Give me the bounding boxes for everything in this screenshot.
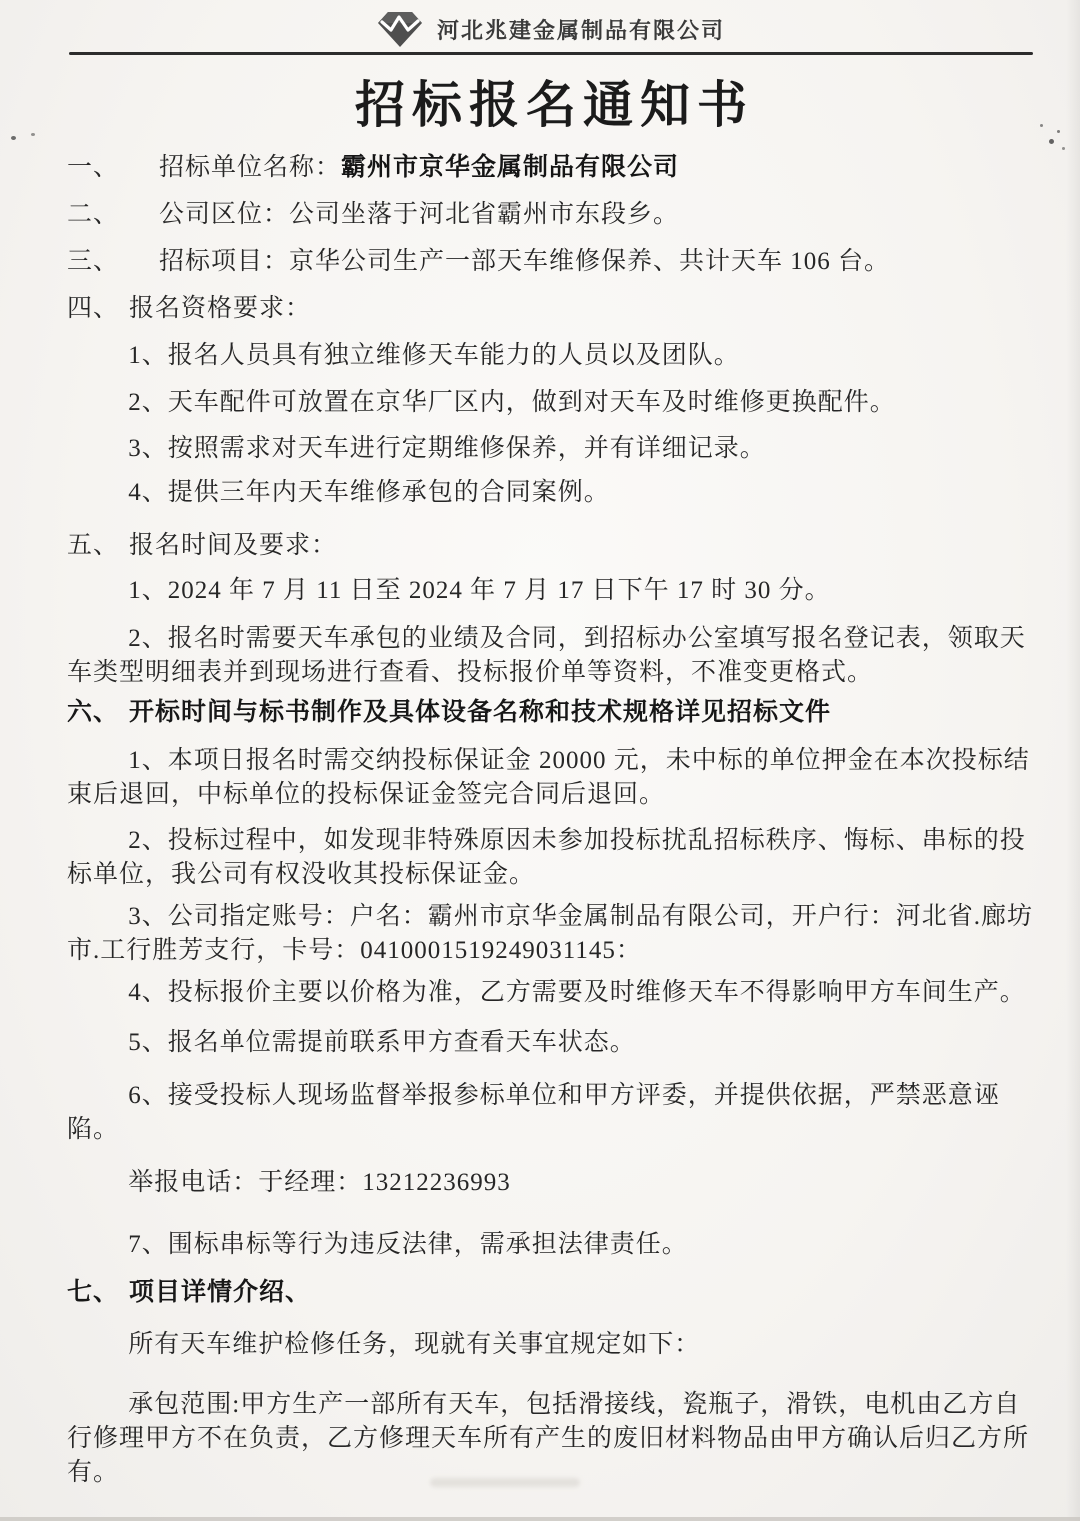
section-3 — [67, 245, 1035, 279]
section-1-number: 一、 — [67, 154, 120, 181]
section-3-number: 三、 — [67, 248, 120, 275]
section-4-item-3: 3、按照需求对天车进行定期维修保养，并有详细记录。 — [128, 435, 766, 462]
section-4-heading — [67, 292, 1035, 326]
section-6-number: 六、 — [67, 699, 120, 726]
bidding-unit-label: 招标单位名称： — [159, 154, 342, 181]
section-2-number: 二、 — [67, 201, 120, 228]
header-divider — [69, 52, 1033, 55]
section-5-heading — [67, 529, 1035, 563]
document-header — [67, 6, 1035, 50]
section-2-text: 公司区位：公司坐落于河北省霸州市东段乡。 — [159, 201, 680, 228]
report-phone-line: 举报电话：于经理：13212236993 — [128, 1169, 511, 1196]
section-7-paragraph-2: 承包范围:甲方生产一部所有天车，包括滑接线，瓷瓶子，滑铁，电机由乙方自行修理甲方不在负责，乙方修理天车所有产生的废旧材料物品由甲方确认后归乙方所有。 — [67, 1391, 1030, 1486]
scan-edge-shadow — [0, 1517, 1080, 1521]
section-1-text — [159, 151, 679, 185]
section-5-item-2: 2、报名时需要天车承包的业绩及合同，到招标办公室填写报名登记表，领取天车类型明细表并到现场进行查看、投标报价单等资料，不准变更格式。 — [67, 625, 1026, 686]
section-7-text: 项目详情介绍、 — [129, 1279, 312, 1306]
section-7-heading — [67, 1276, 1035, 1310]
section-6-item-4: 4、投标报价主要以价格为准，乙方需要及时维修天车不得影响甲方车间生产。 — [128, 979, 1026, 1006]
section-2 — [67, 198, 1035, 232]
scan-speck — [1040, 124, 1043, 127]
section-6-item-7: 7、围标串标等行为违反法律，需承担法律责任。 — [128, 1231, 688, 1258]
company-name: 河北兆建金属制品有限公司 — [436, 17, 725, 43]
section-6-item-6: 6、接受投标人现场监督举报参标单位和甲方评委，并提供依据，严禁恶意诬陷。 — [67, 1082, 1000, 1143]
scan-edge-shadow — [1066, 0, 1080, 1521]
scan-speck — [1049, 139, 1054, 144]
section-5-number: 五、 — [67, 532, 120, 559]
scan-speck — [1057, 130, 1060, 133]
scan-speck — [11, 136, 16, 140]
section-6-item-3: 3、公司指定账号：户名：霸州市京华金属制品有限公司，开户行：河北省.廊坊市.工行胜芳支行，卡号：0410001519249031145： — [67, 903, 1034, 964]
section-1 — [67, 151, 1035, 185]
section-6-item-2: 2、投标过程中，如发现非特殊原因未参加投标扰乱招标秩序、悔标、串标的投标单位，我公司有权没收其投标保证金。 — [67, 827, 1026, 888]
section-7-number: 七、 — [67, 1279, 120, 1306]
scan-speck — [1062, 147, 1065, 150]
section-6-item-1: 1、本项日报名时需交纳投标保证金 20000 元，未中标的单位押金在本次投标结束后退回，中标单位的投标保证金签完合同后退回。 — [67, 747, 1030, 808]
bidding-unit-name: 霸州市京华金属制品有限公司 — [341, 154, 680, 181]
document-title: 招标报名通知书 — [355, 77, 754, 133]
section-4-text: 报名资格要求： — [129, 295, 312, 322]
section-4-item-1: 1、报名人员具有独立维修天车能力的人员以及团队。 — [128, 342, 740, 369]
section-6-heading — [67, 696, 1035, 730]
section-3-text: 招标项目：京华公司生产一部天车维修保养、共计天车 106 台。 — [159, 248, 891, 275]
section-4-number: 四、 — [67, 295, 120, 322]
section-5-text: 报名时间及要求： — [129, 532, 338, 559]
section-7-paragraph-1: 所有天车维护检修任务，现就有关事宜规定如下： — [128, 1331, 701, 1358]
diamond-logo-icon — [377, 10, 423, 48]
section-4-item-4: 4、提供三年内天车维修承包的合同案例。 — [128, 479, 610, 506]
section-4-item-2: 2、天车配件可放置在京华厂区内，做到对天车及时维修更换配件。 — [128, 389, 896, 416]
section-6-text: 开标时间与标书制作及具体设备名称和技术规格详见招标文件 — [129, 699, 832, 726]
scan-smudge — [430, 1478, 580, 1487]
scan-speck — [31, 133, 35, 136]
section-5-item-1: 1、2024 年 7 月 11 日至 2024 年 7 月 17 日下午 17 时 30 分。 — [128, 577, 831, 604]
section-6-item-5: 5、报名单位需提前联系甲方查看天车状态。 — [128, 1029, 636, 1056]
